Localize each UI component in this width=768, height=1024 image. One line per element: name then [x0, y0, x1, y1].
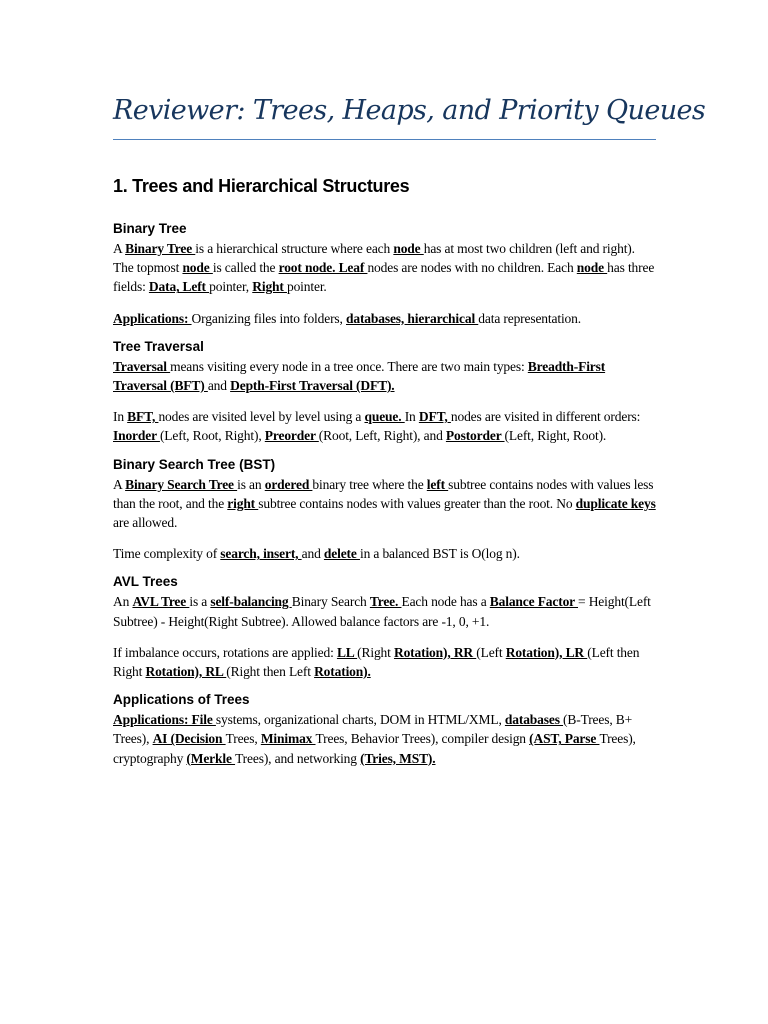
keyword: Applications:: [113, 310, 192, 326]
text-run: Organizing files into folders,: [191, 310, 346, 326]
keyword: Rotation), LR: [505, 644, 588, 660]
keyword: Data, Left: [148, 279, 210, 295]
keyword: databases: [504, 712, 564, 728]
document-body: [113, 173, 656, 780]
keyword: Tree.: [369, 594, 402, 610]
bst-heading: Binary Search Tree (BST): [113, 456, 276, 472]
keyword: Right: [252, 279, 287, 295]
avl-rotations-paragraph: [113, 643, 656, 681]
keyword: Preorder: [264, 428, 319, 444]
text-run: nodes are visited level by level using a: [158, 409, 365, 425]
avl-paragraph: [113, 592, 656, 630]
text-run: binary tree where the: [312, 476, 427, 492]
keyword: ordered: [264, 476, 313, 492]
binary-tree-applications: [113, 309, 656, 328]
text-run: Trees, Behavior Trees), compiler design: [315, 731, 530, 747]
keyword: BFT,: [127, 409, 159, 425]
keyword: LL: [336, 644, 358, 660]
text-run: (Left: [476, 644, 506, 660]
text-run: A: [113, 476, 126, 492]
keyword: Inorder: [113, 428, 160, 444]
text-run: In: [404, 409, 419, 425]
text-run: Trees), and networking: [235, 750, 361, 766]
text-run: subtree contains nodes with values less than the root, and the: [113, 476, 654, 511]
text-run: (Right then Left: [226, 664, 315, 680]
avl-heading: AVL Trees: [113, 574, 178, 590]
text-run: in a balanced BST is O(log n).: [359, 546, 520, 562]
title-divider: [113, 139, 656, 140]
tree-applications-paragraph: [113, 710, 656, 768]
keyword: queue.: [364, 409, 405, 425]
text-run: are allowed.: [113, 515, 178, 531]
text-run: is a hierarchical structure where each: [195, 241, 394, 256]
keyword: (AST, Parse: [529, 731, 600, 747]
keyword: self-balancing: [210, 594, 292, 610]
text-run: Time complexity of: [113, 546, 221, 562]
text-run: and: [207, 378, 231, 394]
binary-tree-paragraph: [113, 239, 656, 297]
text-run: pointer,: [209, 279, 253, 295]
keyword: AVL Tree: [132, 594, 190, 610]
keyword: root node. Leaf: [278, 260, 368, 276]
bst-paragraph: [113, 475, 656, 533]
keyword: Rotation).: [314, 664, 371, 680]
text-run: (Root, Left, Right), and: [318, 428, 446, 444]
text-run: A: [113, 241, 126, 256]
traversal-orders-paragraph: [113, 407, 656, 445]
text-run: is a: [189, 594, 211, 610]
binary-tree-heading: Binary Tree: [113, 221, 187, 236]
tree-traversal-paragraph: [113, 357, 656, 395]
keyword: node: [182, 260, 213, 276]
text-run: Trees), cryptography: [113, 731, 636, 766]
text-run: systems, organizational charts, DOM in HTML/XML,: [215, 712, 505, 728]
document-title: Reviewer: Trees, Heaps, and Priority Queues: [113, 95, 706, 126]
keyword: Applications: File: [113, 712, 216, 728]
keyword: search, insert,: [220, 546, 302, 562]
keyword: node: [393, 241, 424, 256]
keyword: Binary Tree: [125, 241, 196, 256]
text-run: (B-Trees, B+ Trees),: [113, 712, 633, 747]
text-run: nodes are visited in different orders:: [450, 409, 641, 425]
text-run: subtree contains nodes with values greater than the root. No: [258, 495, 576, 511]
text-run: (Left, Right, Root).: [504, 428, 607, 444]
text-run: Binary Search: [291, 594, 370, 610]
tree-applications-heading: Applications of Trees: [113, 692, 250, 708]
keyword: duplicate keys: [575, 495, 656, 511]
keyword: Rotation), RL: [145, 664, 227, 680]
text-run: is an: [237, 476, 265, 492]
keyword: Traversal: [113, 358, 171, 374]
text-run: (Right: [357, 644, 394, 660]
keyword: Binary Search Tree: [125, 476, 238, 492]
keyword: (Tries, MST).: [360, 750, 436, 766]
bst-complexity-paragraph: [113, 544, 656, 563]
text-run: data representation.: [478, 310, 581, 326]
text-run: An: [113, 594, 133, 610]
keyword: Rotation), RR: [393, 644, 477, 660]
text-run: (Left, Root, Right),: [159, 428, 265, 444]
keyword: Postorder: [445, 428, 505, 444]
text-run: is called the: [212, 260, 279, 276]
text-run: has at most two children (left and right). The topmost: [113, 241, 635, 276]
keyword: Minimax: [260, 731, 316, 747]
keyword: databases, hierarchical: [346, 310, 479, 326]
keyword: Breadth-First Traversal (BFT): [113, 358, 606, 394]
tree-traversal-heading: Tree Traversal: [113, 338, 204, 354]
keyword: DFT,: [418, 409, 451, 425]
text-run: Trees,: [225, 731, 261, 747]
text-run: = Height(Left Subtree) - Height(Right Subtree). Allowed balance factors are -1, 0, +1.: [113, 594, 651, 629]
keyword: (Merkle: [186, 750, 236, 766]
keyword: left: [426, 476, 449, 492]
text-run: and: [301, 546, 324, 562]
text-run: means visiting every node in a tree once. There are two main types:: [170, 358, 528, 374]
keyword: delete: [323, 546, 360, 562]
keyword: Balance Factor: [489, 594, 579, 610]
keyword: AI (Decision: [152, 731, 226, 747]
text-run: (Left then Right: [113, 644, 640, 680]
keyword: Depth-First Traversal (DFT).: [230, 378, 395, 394]
text-run: has three fields:: [113, 260, 655, 295]
keyword: right: [227, 495, 259, 511]
text-run: pointer.: [286, 279, 327, 295]
text-run: In: [113, 409, 128, 425]
section-heading: 1. Trees and Hierarchical Structures: [113, 176, 410, 196]
text-run: Each node has a: [401, 594, 490, 610]
text-run: nodes are nodes with no children. Each: [367, 260, 577, 276]
keyword: node: [576, 260, 608, 276]
text-run: If imbalance occurs, rotations are applied:: [113, 644, 337, 660]
